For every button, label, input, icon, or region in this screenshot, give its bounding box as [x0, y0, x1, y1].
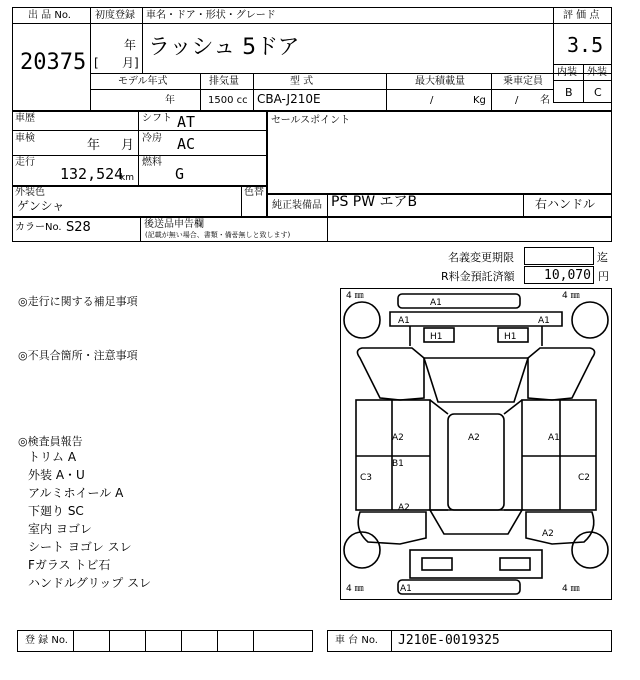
- inspector-title: ◎検査員報告: [18, 435, 83, 448]
- roof: [448, 414, 504, 510]
- divider: [391, 630, 392, 652]
- color-label: 外装色: [15, 187, 45, 198]
- inspection-month: 月: [121, 138, 135, 153]
- tire-front-right: [572, 302, 608, 338]
- left-side: [356, 400, 430, 510]
- inspection-label: 車検: [15, 133, 35, 144]
- shift-label: シフト: [142, 113, 172, 124]
- mark-left-door: B1: [392, 459, 404, 469]
- mark-front-right: A1: [538, 316, 550, 326]
- equipment-label: 純正装備品: [272, 200, 322, 211]
- divider: [553, 23, 612, 24]
- inspector-line: シート ヨゴレ スレ: [28, 540, 132, 554]
- handle-value: 右ハンドル: [535, 197, 596, 211]
- tire-tread-rr: 4 ㎜: [562, 584, 580, 594]
- month-open: [: [94, 56, 99, 70]
- divider: [553, 80, 612, 81]
- mark-front-left: A1: [398, 316, 410, 326]
- divider: [217, 630, 218, 652]
- color-value: ゲンシャ: [17, 199, 65, 213]
- divider: [140, 217, 141, 242]
- shift-value: AT: [177, 113, 196, 131]
- recycle-value: 10,070: [544, 268, 591, 283]
- windshield: [424, 358, 528, 402]
- displacement-label: 排気量: [209, 76, 239, 87]
- recycle-label: R料金預託済額: [441, 270, 515, 283]
- rear-lamp-right: [500, 558, 530, 570]
- mark-right-quarter: A2: [542, 529, 554, 539]
- rear-window: [430, 510, 522, 534]
- divider: [138, 111, 139, 186]
- inspector-line: Fガラス トビ石: [28, 558, 111, 572]
- mileage-unit: km: [120, 173, 134, 183]
- divider: [327, 194, 328, 217]
- diagram-frame: [341, 289, 612, 600]
- ac-label: 冷房: [142, 133, 162, 144]
- mark-right-side: A1: [548, 433, 560, 443]
- front-bumper: [398, 294, 520, 308]
- divider: [583, 64, 584, 102]
- front-panel: [390, 312, 562, 326]
- inspector-line: アルミホイール A: [28, 486, 124, 500]
- tire-tread-fr: 4 ㎜: [562, 291, 580, 301]
- lot-number: 20375: [20, 50, 87, 75]
- recycle-unit: 円: [598, 270, 609, 283]
- inspector-line: 外装 A・U: [28, 468, 85, 482]
- chassis-value: J210E-0019325: [398, 633, 500, 648]
- rear-right-quarter: [526, 512, 594, 544]
- history-label: 車歴: [15, 113, 35, 124]
- inspector-line: トリム A: [28, 450, 77, 464]
- mark-right-rear-panel: C2: [578, 473, 591, 483]
- color-no-label: カラーNo.: [15, 222, 62, 233]
- divider: [142, 7, 143, 23]
- divider: [181, 630, 182, 652]
- tailgate: [410, 550, 542, 578]
- tire-front-left: [344, 302, 380, 338]
- reg-no-label: 登 録 No.: [25, 635, 68, 646]
- driving-notes-title: ◎走行に関する補足事項: [18, 295, 138, 308]
- divider: [253, 73, 254, 111]
- divider: [12, 155, 267, 156]
- divider: [491, 73, 492, 111]
- rating-value: 3.5: [567, 33, 604, 57]
- divider: [73, 630, 74, 652]
- front-right-fender: [528, 348, 595, 400]
- divider: [109, 630, 110, 652]
- color-no-value: S28: [66, 220, 91, 235]
- max-load-unit: Kg: [473, 95, 486, 106]
- selling-points-label: セールスポイント: [271, 115, 351, 126]
- mark-left-side: A2: [392, 433, 404, 443]
- first-reg-label: 初度登録: [95, 10, 135, 21]
- type-value: CBA-J210E: [257, 92, 321, 106]
- divider: [386, 73, 387, 111]
- divider: [327, 217, 328, 242]
- rating-label: 評 価 点: [563, 10, 600, 21]
- mark-front-bumper: A1: [430, 298, 442, 308]
- mark-left-quarter: A2: [398, 503, 410, 513]
- divider: [523, 194, 524, 217]
- mark-left-rear-panel: C3: [360, 473, 373, 483]
- color-no-frame: [12, 217, 612, 242]
- mark-headlight-left: H1: [430, 332, 443, 342]
- tire-rear-left: [344, 532, 380, 568]
- car-damage-diagram: [340, 288, 612, 600]
- year-suffix: 年: [124, 38, 137, 52]
- tire-tread-fl: 4 ㎜: [346, 291, 364, 301]
- lot-label: 出 品 No.: [28, 10, 71, 21]
- divider: [90, 23, 553, 24]
- post-report-label: 後送品申告欄: [144, 219, 204, 230]
- divider: [241, 186, 242, 217]
- name-change-box: [524, 247, 594, 265]
- inspector-line: ハンドルグリップ スレ: [28, 576, 152, 590]
- right-side: [522, 400, 596, 510]
- name-change-label: 名義変更期限: [448, 251, 514, 264]
- defects-title: ◎不具合箇所・注意事項: [18, 349, 138, 362]
- exterior-grade: C: [594, 86, 602, 99]
- max-load-value: /: [430, 95, 434, 106]
- divider: [90, 73, 612, 74]
- max-load-label: 最大積載量: [415, 76, 465, 87]
- fuel-label: 燃料: [142, 157, 162, 168]
- rear-left-quarter: [358, 512, 426, 544]
- capacity-label: 乗車定員: [503, 76, 543, 87]
- interior-grade: B: [565, 86, 573, 99]
- fuel-value: G: [175, 165, 185, 183]
- ac-value: AC: [177, 135, 196, 153]
- mark-headlight-right: H1: [504, 332, 517, 342]
- car-name: ラッシュ 5ドア: [148, 35, 300, 60]
- divider: [145, 630, 146, 652]
- divider: [12, 23, 90, 24]
- rear-bumper: [398, 580, 520, 594]
- tire-rear-right: [572, 532, 608, 568]
- displacement-value: 1500 cc: [208, 95, 248, 106]
- divider: [12, 130, 267, 131]
- mark-roof: A2: [468, 433, 480, 443]
- equipment-value: PS PW エアB: [331, 194, 418, 210]
- recolor-label: 色替: [244, 187, 264, 198]
- post-report-note: (記載が無い場合、書類・備품無しと致します): [145, 231, 291, 239]
- month-suffix: 月]: [122, 56, 139, 70]
- divider: [142, 23, 143, 73]
- type-label: 型 式: [290, 76, 314, 87]
- capacity-unit: 名: [540, 95, 550, 106]
- divider: [253, 630, 254, 652]
- mileage-label: 走行: [15, 157, 35, 168]
- divider: [90, 89, 553, 90]
- chassis-label: 車 台 No.: [335, 635, 378, 646]
- tire-tread-rl: 4 ㎜: [346, 584, 364, 594]
- name-label: 車名・ドア・形状・グレード: [146, 10, 276, 21]
- inspector-line: 下廻り SC: [28, 504, 84, 518]
- model-year-label: モデル年式: [118, 76, 168, 87]
- info-left-frame: [12, 111, 267, 186]
- inspector-line: 室内 ヨゴレ: [28, 522, 92, 536]
- rear-lamp-left: [422, 558, 452, 570]
- front-left-fender: [357, 348, 424, 400]
- capacity-value: /: [515, 95, 519, 106]
- exterior-label: 外装: [587, 67, 607, 78]
- model-year-suffix: 年: [165, 95, 175, 106]
- mark-rear-bumper: A1: [400, 584, 412, 594]
- divider: [553, 7, 554, 102]
- interior-label: 内装: [557, 67, 577, 78]
- inspection-year: 年: [87, 138, 101, 153]
- name-change-unit: 迄: [597, 251, 608, 264]
- mileage-value: 132,524: [60, 165, 124, 183]
- divider: [200, 73, 201, 111]
- divider: [553, 102, 612, 103]
